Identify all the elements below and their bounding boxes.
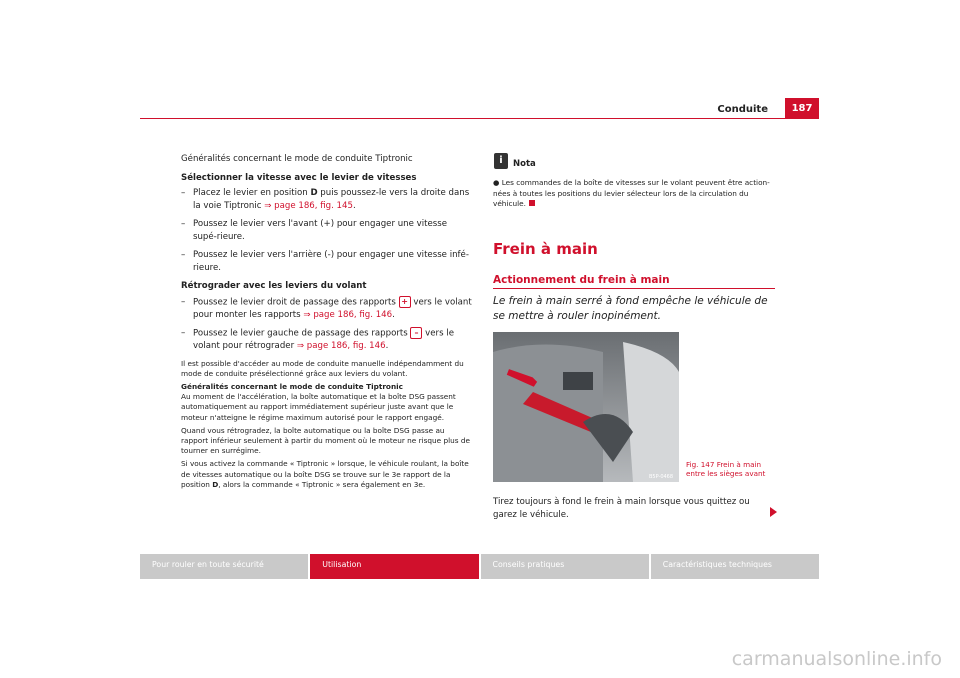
body-text: Tirez toujours à fond le frein à main lorsque vous quittez ou garez le véhicule. xyxy=(493,497,750,520)
small-section-title: Généralités concernant le mode de conduite Tiptronic xyxy=(181,381,403,391)
page-link[interactable]: ⇒ page 186, fig. 145 xyxy=(264,200,353,211)
tab-safety[interactable]: Pour rouler en toute sécurité xyxy=(140,554,308,579)
small-note: Il est possible d'accéder au mode de conduite manuelle indépendamment du mode de conduite présélectionné grâce aux leviers du volant. xyxy=(181,358,464,378)
end-mark-icon xyxy=(529,200,535,206)
page-link[interactable]: ⇒ page 186, fig. 146 xyxy=(296,341,386,351)
small-paragraph: Au moment de l'accélération, la boîte automatique et la boîte DSG passent automatiquement au rapport immédiatement supérieur juste avant que le moteur n'atteigne le régime maximum autorisé pour le rapport engagé. xyxy=(181,392,456,422)
list-item: – Poussez le levier gauche de passage des rapports – vers le volant pour rétrograder ⇒ page 186, fig. 146. xyxy=(181,328,454,351)
watermark: carmanualsonline.info xyxy=(731,648,942,670)
left-column xyxy=(181,153,473,490)
footer-nav xyxy=(140,554,819,579)
next-page-arrow-icon[interactable] xyxy=(770,507,777,517)
minus-paddle-icon: – xyxy=(410,327,422,339)
list-item: – Poussez le levier droit de passage des rapports + vers le volant pour monter les rapports ⇒ page 186, fig. 146. xyxy=(181,296,472,320)
tab-technical-specs[interactable]: Caractéristiques techniques xyxy=(651,554,819,579)
intro-text: Le frein à main serré à fond empêche le véhicule de se mettre à rouler inopinément. xyxy=(493,295,768,322)
small-paragraph: Si vous activez la commande « Tiptronic » lorsque, le véhicule roulant, la boîte de vitesses automatique ou la boîte DSG se trouve sur le 3e rapport de la position D, alors la commande « Tiptronic » sera également en 3e. xyxy=(181,459,469,489)
section-heading: Frein à main xyxy=(493,240,598,258)
tab-usage[interactable]: Utilisation xyxy=(310,554,478,579)
note-icon: i xyxy=(494,153,508,169)
photo-code: B5P-0468 xyxy=(649,474,674,480)
chapter-title: Conduite xyxy=(717,104,768,115)
section-title-steering-paddles: Rétrograder avec les leviers du volant xyxy=(181,281,367,291)
page-link[interactable]: ⇒ page 186, fig. 146 xyxy=(303,309,393,320)
note-text: ● Les commandes de la boîte de vitesses sur le volant peuvent être action-nées à toutes les positions du levier sélecteur lors de la circulation du véhicule. xyxy=(493,178,770,208)
left-intro: Généralités concernant le mode de conduite Tiptronic xyxy=(181,154,413,164)
plus-paddle-icon: + xyxy=(399,296,411,308)
list-item: – Poussez le levier vers l'avant (+) pour engager une vitesse supé-rieure. xyxy=(181,219,448,242)
list-item: – Poussez le levier vers l'arrière (-) pour engager une vitesse infé-rieure. xyxy=(181,250,469,273)
small-paragraph: Quand vous rétrogradez, la boîte automatique ou la boîte DSG passe au rapport inférieur seulement à partir du moment où le moteur ne risque plus de tourner en surrégime. xyxy=(181,425,471,456)
section-title-gear-lever: Sélectionner la vitesse avec le levier de vitesses xyxy=(181,172,417,183)
page-number: 187 xyxy=(785,98,819,118)
list-item: – Placez le levier en position D puis poussez-le vers la droite dans la voie Tiptronic ⇒ page 186, fig. 145. xyxy=(181,188,470,211)
header-divider xyxy=(140,118,819,119)
subsection-heading: Actionnement du frein à main xyxy=(493,274,670,286)
figure-caption: Fig. 147 Frein à main entre les sièges avant xyxy=(686,460,766,478)
subsection-divider xyxy=(493,288,775,289)
tab-practical-tips[interactable]: Conseils pratiques xyxy=(481,554,649,579)
handbrake-photo xyxy=(493,332,679,482)
note-label: Nota xyxy=(513,159,536,169)
